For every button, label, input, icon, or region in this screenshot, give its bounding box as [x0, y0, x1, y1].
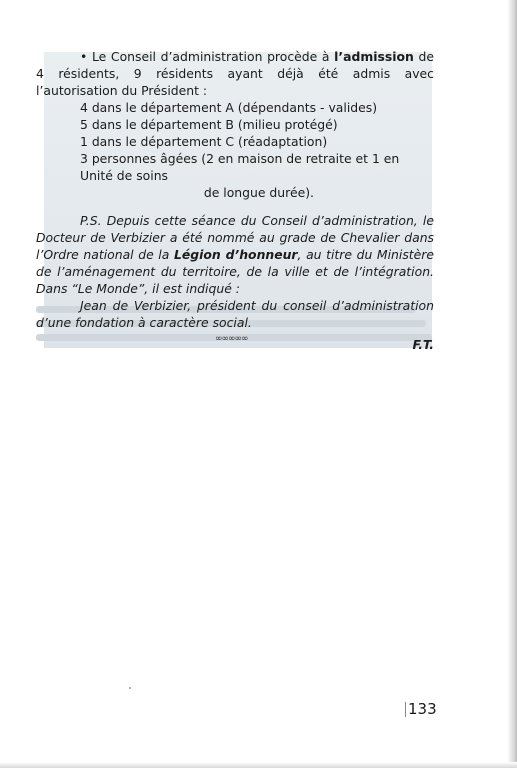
admission-bold: l’admission — [334, 49, 414, 64]
page-bottom-shadow — [0, 762, 517, 768]
list-item: 1 dans le département C (réadaptation) — [80, 134, 328, 149]
paper-speck — [129, 687, 131, 689]
page-number: 133 — [408, 700, 437, 718]
signature: F.T. — [412, 337, 434, 352]
ps-text-before: P.S. Depuis cette séance du Conseil d’administration, le Docteur de Verbizier a été nommé au grade de Chevalier dans l’Ordre national de la — [36, 213, 434, 262]
department-list — [80, 99, 434, 201]
admission-paragraph — [36, 48, 434, 99]
list-item: 4 dans le département A (dépendants - valides) — [80, 100, 378, 115]
elderly-line-2: de longue durée). — [203, 185, 314, 200]
elderly-line-1: 3 personnes âgées (2 en maison de retraite et 1 en Unité de soins — [80, 151, 400, 183]
admission-text-after: de 4 résidents, 9 résidents ayant déjà été admis avec l’autorisation du Président : — [36, 49, 434, 98]
admission-text-before: Le Conseil d’administration procède à — [87, 49, 335, 64]
page-content — [36, 48, 434, 353]
legion-honneur-bold: Légion d’honneur — [173, 247, 298, 262]
quote-paragraph: Jean de Verbizier, président du conseil d’administration d’une fondation à caractère social. — [36, 298, 434, 330]
ps-paragraph — [36, 212, 434, 297]
ps-text-after: , au titre du Ministère de l’aménagement du territoire, de la ville et de l’intégration. Dans “Le Monde”, il est indiqué : — [36, 247, 434, 296]
ornament-divider: ∞∞∞∞∞ — [215, 334, 248, 344]
page-edge-shadow — [507, 0, 517, 768]
list-item: 5 dans le département B (milieu protégé) — [80, 117, 338, 132]
bullet-icon: • — [80, 49, 88, 64]
